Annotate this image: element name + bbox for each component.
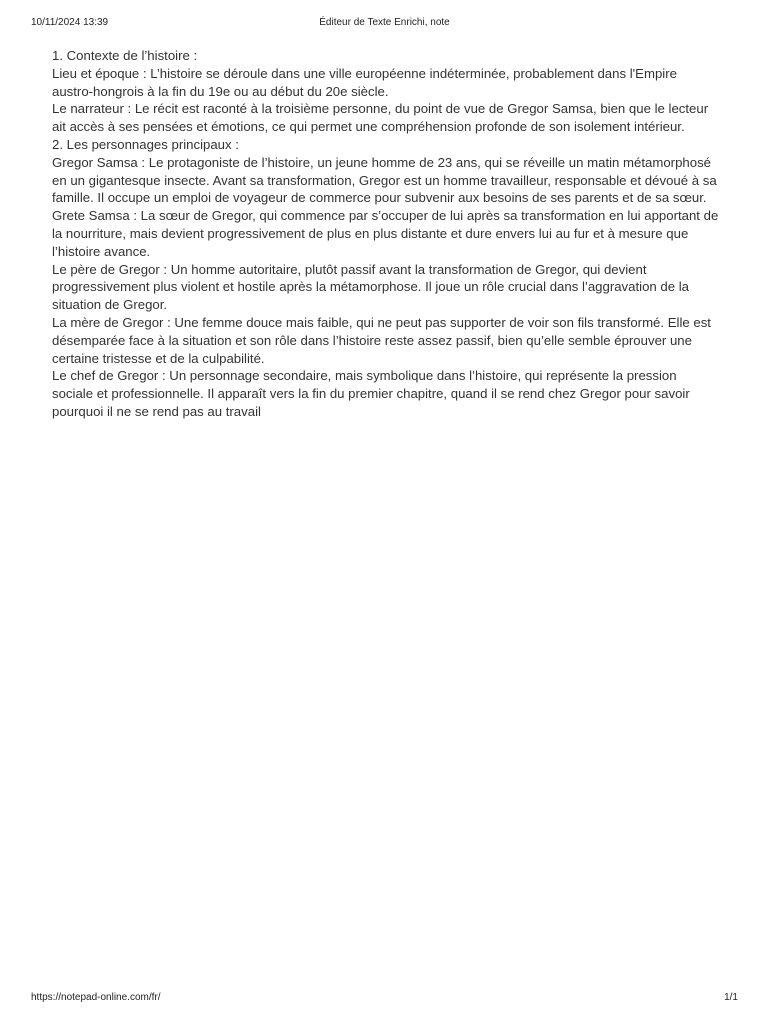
print-page-title: Éditeur de Texte Enrichi, note bbox=[319, 17, 450, 28]
paragraph-chief: Le chef de Gregor : Un personnage secondaire, mais symbolique dans l’histoire, qui représente la pression sociale et professionnelle. Il apparaît vers la fin du premier chapitre, quand il se rend chez Gregor pour savoir pourquoi il ne se rend pas au travail bbox=[52, 368, 690, 419]
paragraph-grete: Grete Samsa : La sœur de Gregor, qui commence par s’occuper de lui après sa transformation en lui apportant de la nourriture, mais devient progressivement de plus en plus distante et dure envers lui au fur et à mesure que l’histoire avance. bbox=[52, 208, 719, 259]
print-header bbox=[31, 17, 738, 31]
paragraph-mother: La mère de Gregor : Une femme douce mais faible, qui ne peut pas supporter de voir son fils transformé. Elle est désemparée face à la situation et son rôle dans l’histoire reste assez passif, bien qu’elle semble éprouver une certaine tristesse et de la culpabilité. bbox=[52, 314, 711, 366]
print-datetime: 10/11/2024 13:39 bbox=[31, 17, 109, 28]
paragraph-father: Le père de Gregor : Un homme autoritaire, plutôt passif avant la transformation de Gregor, qui devient progressivement plus violent et hostile après la métamorphose. Il joue un rôle crucial dans l’aggravation de la situation de Gregor. bbox=[52, 261, 690, 313]
section-heading-context: 1. Contexte de l’histoire : bbox=[52, 48, 198, 63]
paragraph-narrator: Le narrateur : Le récit est raconté à la troisième personne, du point de vue de Gregor Samsa, bien que le lecteur ait accès à ses pensées et émotions, ce qui permet une compréhension profonde de son isolement intérieur. bbox=[52, 101, 709, 135]
paragraph-gregor: Gregor Samsa : Le protagoniste de l’histoire, un jeune homme de 23 ans, qui se réveille un matin métamorphosé en un gigantesque insecte. Avant sa transformation, Gregor est un homme travailleur, responsable et dévoué à sa famille. Il occupe un emploi de voyageur de commerce pour subvenir aux besoins de ses parents et de sa sœur. bbox=[52, 154, 717, 206]
section-heading-characters: 2. Les personnages principaux : bbox=[52, 136, 239, 152]
print-footer bbox=[31, 992, 738, 1006]
paragraph-setting: Lieu et époque : L’histoire se déroule dans une ville européenne indéterminée, probablement dans l'Empire austro-hongrois à la fin du 19e ou au début du 20e siècle. bbox=[52, 65, 677, 99]
print-url: https://notepad-online.com/fr/ bbox=[31, 992, 161, 1003]
page-number: 1/1 bbox=[724, 992, 738, 1003]
document-body bbox=[52, 47, 720, 421]
